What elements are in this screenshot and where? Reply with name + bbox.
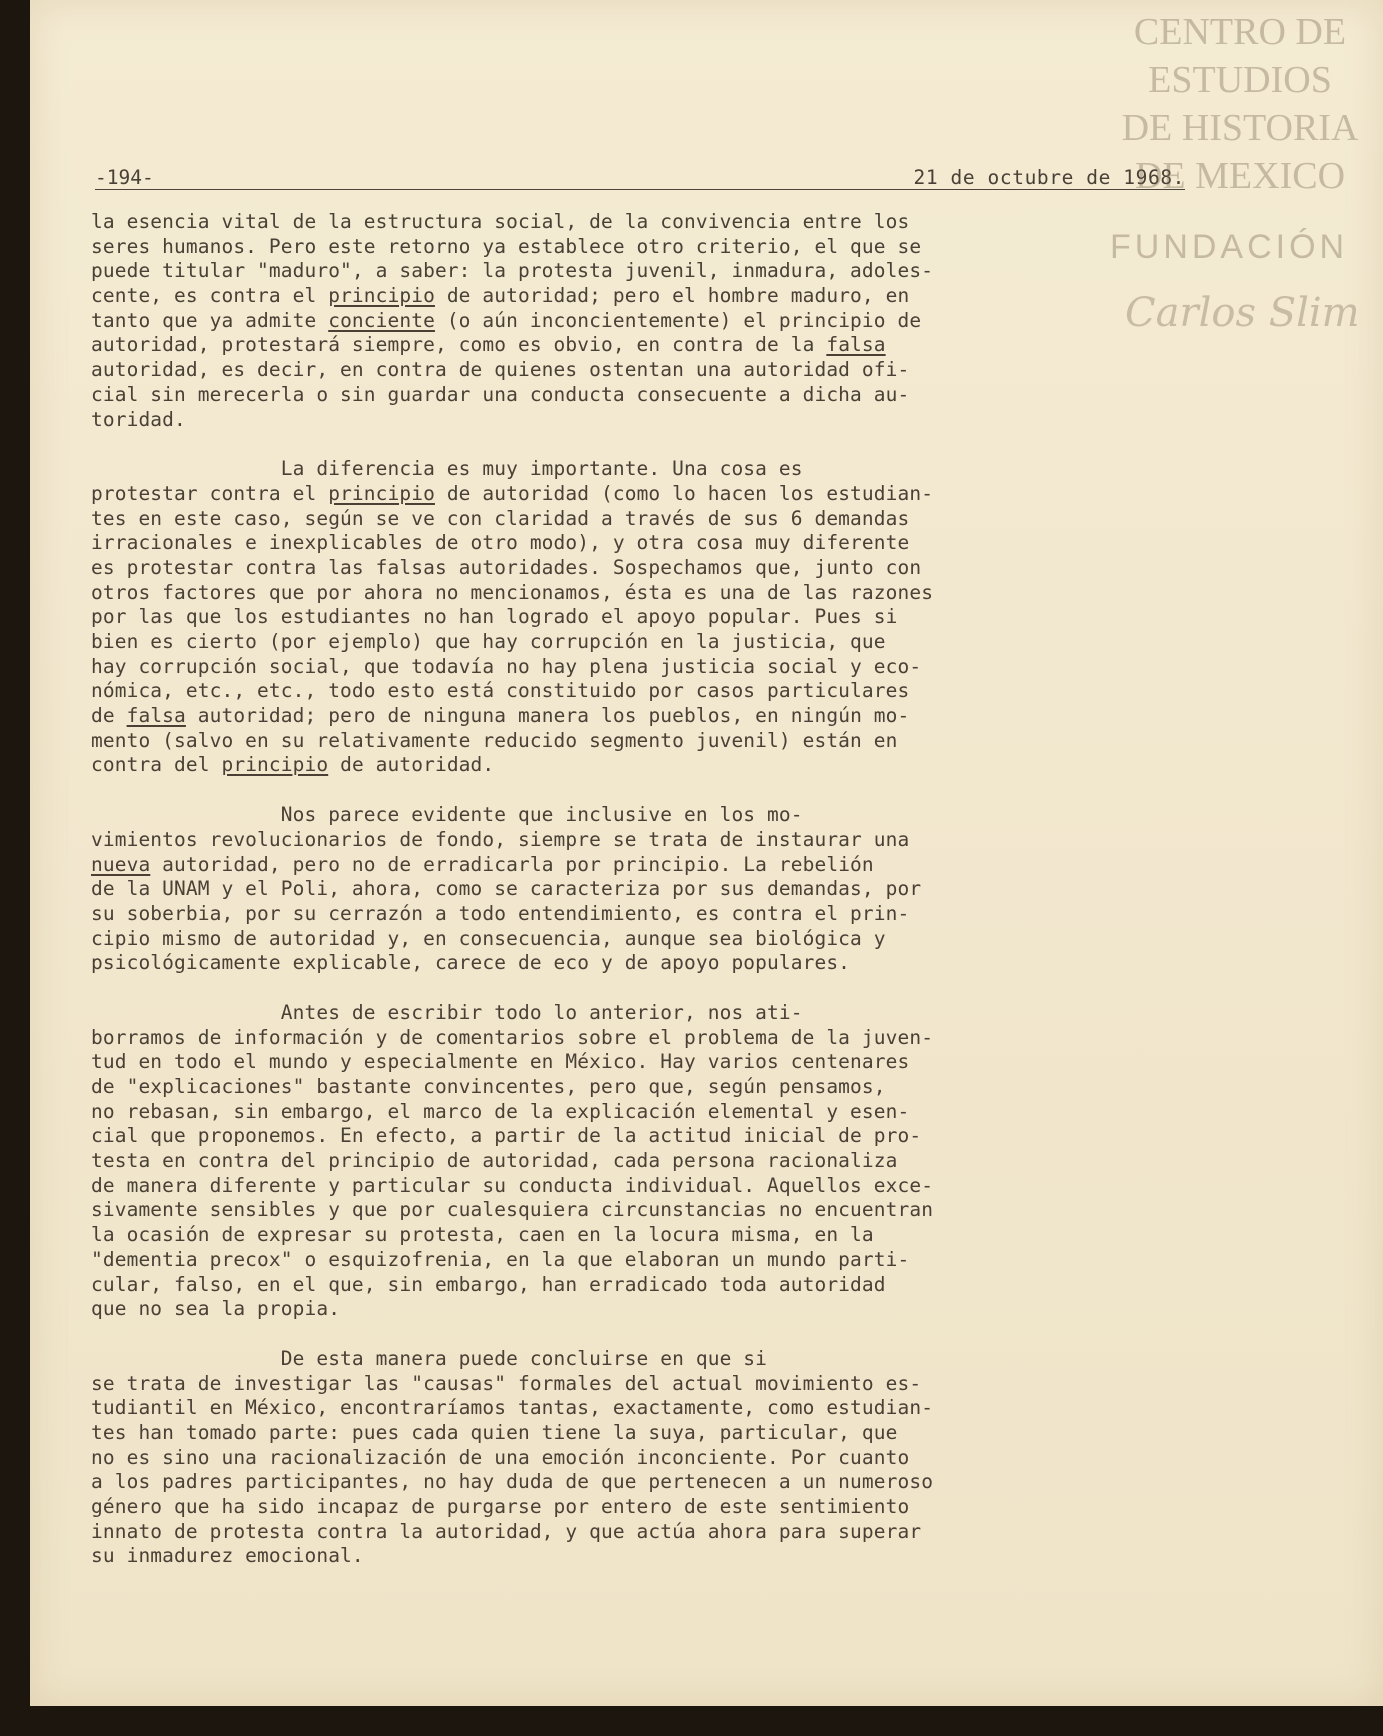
text-line: de falsa autoridad; pero de ninguna manera los pueblos, en ningún mo- <box>91 704 910 728</box>
paragraph-gap <box>91 1322 1201 1347</box>
archive-watermark <box>1090 8 1383 200</box>
watermark-foundation: FUNDACIÓN <box>1110 228 1349 266</box>
text-line: no es sino una racionalización de una emoción inconciente. Por cuanto <box>91 1445 910 1469</box>
text-line: de "explicaciones" bastante convincentes, pero que, según pensamos, <box>91 1075 886 1098</box>
text-line: tud en todo el mundo y especialmente en México. Hay varios centenares <box>91 1050 910 1074</box>
text-line: la esencia vital de la estructura social, de la convivencia entre los <box>91 210 910 233</box>
watermark-line: CENTRO DE <box>1133 11 1347 53</box>
text-line: cular, falso, en el que, sin embargo, han erradicado toda autoridad <box>91 1272 886 1296</box>
text-line: Antes de escribir todo lo anterior, nos ati- <box>91 1000 803 1024</box>
text-line: vimientos revolucionarios de fondo, siempre se trata de instaurar una <box>91 827 910 851</box>
text-line: por las que los estudiantes no han logrado el apoyo popular. Pues si <box>91 605 898 629</box>
text-line: hay corrupción social, que todavía no hay plena justicia social y eco- <box>91 654 922 678</box>
text-line: tudiantil en México, encontraríamos tantas, exactamente, como estudian- <box>91 1396 934 1420</box>
paragraph-gap <box>91 778 1201 803</box>
page-header <box>95 166 1185 192</box>
text-line: bien es cierto (por ejemplo) que hay corrupción en la justicia, que <box>91 630 886 653</box>
text-line: borramos de información y de comentarios sobre el problema de la juven- <box>91 1025 934 1049</box>
text-line: puede titular "maduro", a saber: la protesta juvenil, inmadura, adoles- <box>91 259 934 283</box>
text-line: psicológicamente explicable, carece de eco y de apoyo populares. <box>91 951 851 975</box>
text-line: La diferencia es muy importante. Una cosa es <box>91 457 803 481</box>
text-line: seres humanos. Pero este retorno ya establece otro criterio, el que se <box>91 234 922 258</box>
header-date: 21 de octubre de 1968. <box>913 166 1185 189</box>
underlined-word: principio <box>328 481 435 505</box>
text-line: autoridad, protestará siempre, como es obvio, en contra de la falsa <box>91 333 886 357</box>
text-line: "dementia precox" o esquizofrenia, en la que elaboran un mundo parti- <box>91 1247 910 1271</box>
underlined-word: principio <box>221 753 329 777</box>
text-line: Nos parece evidente que inclusive en los mo- <box>91 803 803 827</box>
underlined-word: principio <box>328 284 435 308</box>
text-line: tes en este caso, según se ve con claridad a través de sus 6 demandas <box>91 506 910 530</box>
text-line: su soberbia, por su cerrazón a todo entendimiento, es contra el prin- <box>91 901 910 925</box>
text-line: que no sea la propia. <box>91 1297 341 1321</box>
text-line: de manera diferente y particular su conducta individual. Aquellos exce- <box>91 1173 934 1197</box>
text-line: género que ha sido incapaz de purgarse por entero de este sentimiento <box>91 1495 910 1518</box>
text-line: tanto que ya admite conciente (o aún inconcientemente) el principio de <box>91 308 922 332</box>
paragraph-4 <box>91 1001 1201 1322</box>
underlined-word: conciente <box>328 308 435 332</box>
text-line: nueva autoridad, pero no de erradicarla por principio. La rebelión <box>91 852 874 876</box>
text-line: otros factores que por ahora no mencionamos, ésta es una de las razones <box>91 580 934 604</box>
page-number: -194- <box>95 166 154 189</box>
body-text <box>91 210 1201 1569</box>
text-line: autoridad, es decir, en contra de quienes ostentan una autoridad ofi- <box>91 358 910 382</box>
text-line: cial sin merecerla o sin guardar una conducta consecuente a dicha au- <box>91 382 910 406</box>
underlined-word: nueva <box>91 852 151 876</box>
underlined-word: falsa <box>126 704 186 728</box>
text-line: cente, es contra el principio de autoridad; pero el hombre maduro, en <box>91 284 910 308</box>
text-line: es protestar contra las falsas autoridades. Sospechamos que, junto con <box>91 555 922 579</box>
text-line: de la UNAM y el Poli, ahora, como se caracteriza por sus demandas, por <box>91 877 922 901</box>
text-line: testa en contra del principio de autoridad, cada persona racionaliza <box>91 1149 898 1173</box>
text-line: a los padres participantes, no hay duda de que pertenecen a un numeroso <box>91 1470 934 1494</box>
text-line: se trata de investigar las "causas" formales del actual movimiento es- <box>91 1371 922 1395</box>
text-line: innato de protesta contra la autoridad, y que actúa ahora para superar <box>91 1519 922 1543</box>
text-line: protestar contra el principio de autoridad (como lo hacen los estudian- <box>91 481 934 505</box>
text-line: De esta manera puede concluirse en que si <box>91 1346 768 1370</box>
paragraph-2 <box>91 457 1201 778</box>
text-line: cipio mismo de autoridad y, en consecuencia, aunque sea biológica y <box>91 926 886 950</box>
watermark-line: DE HISTORIA <box>1121 107 1359 149</box>
watermark-signature: Carlos Slim <box>1125 290 1360 336</box>
text-line: su inmadurez emocional. <box>91 1544 364 1568</box>
text-line: nómica, etc., etc., todo esto está constituido por casos particulares <box>91 679 910 703</box>
text-line: contra del principio de autoridad. <box>91 753 495 777</box>
text-line: la ocasión de expresar su protesta, caen en la locura misma, en la <box>91 1223 874 1247</box>
paragraph-gap <box>91 432 1201 457</box>
text-line: sivamente sensibles y que por cualesquiera circunstancias no encuentran <box>91 1198 934 1222</box>
text-line: irracionales e inexplicables de otro modo), y otra cosa muy diferente <box>91 531 910 555</box>
paragraph-3 <box>91 803 1201 976</box>
header-rule <box>95 189 1185 190</box>
text-line: toridad. <box>91 407 186 431</box>
paragraph-5 <box>91 1347 1201 1569</box>
underlined-word: falsa <box>826 333 886 357</box>
text-line: cial que proponemos. En efecto, a partir de la actitud inicial de pro- <box>91 1124 922 1148</box>
paragraph-1 <box>91 210 1201 432</box>
text-line: tes han tomado parte: pues cada quien tiene la suya, particular, que <box>91 1420 898 1444</box>
watermark-line: ESTUDIOS <box>1148 59 1332 101</box>
watermark-line: DE MEXICO <box>1134 155 1346 197</box>
text-line: mento (salvo en su relativamente reducido segmento juvenil) están en <box>91 728 898 752</box>
paragraph-gap <box>91 976 1201 1001</box>
text-line: no rebasan, sin embargo, el marco de la explicación elemental y esen- <box>91 1099 910 1123</box>
